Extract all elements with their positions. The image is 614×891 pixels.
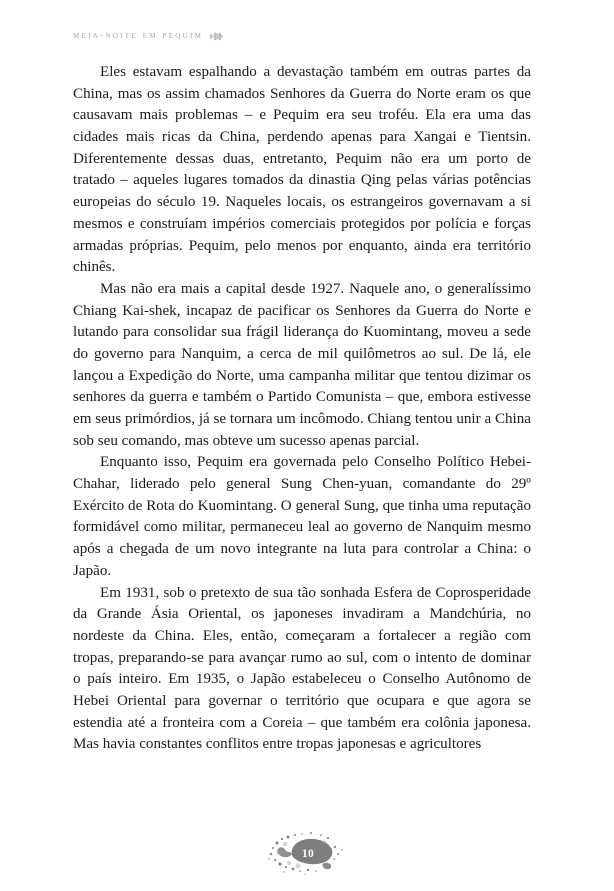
page-footer <box>0 828 614 880</box>
body-paragraph: Em 1931, sob o pretexto de sua tão sonhada Esfera de Coprosperidade da Grande Ásia Oriental, os japoneses invadiram a Mandchúria, no nordeste da China. Eles, então, começaram a fortalecer a região com tropas, preparando-se para avançar rumo ao sul, com o intento de dominar o país inteiro. Em 1935, o Japão estabeleceu o Conselho Autônomo de Hebei Oriental para governar o território que ocupara e que agora se estendia até a fronteira com a Coreia – que também era colônia japonesa. Mas havia constantes conflitos entre tropas japonesas e agricultores <box>73 584 531 753</box>
body-paragraph: Mas não era mais a capital desde 1927. Naquele ano, o generalíssimo Chiang Kai-shek, incapaz de pacificar os Senhores da Guerra do Norte e lutando para consolidar sua frágil liderança do Kuomintang, moveu a sede do governo para Nanquim, a cerca de mil quilômetros ao sul. De lá, ele lançou a Expedição do Norte, uma campanha militar que tentou dizimar os senhores da guerra e também o Partido Comunista – que, embora estivesse em seus primórdios, já se tornara um incômodo. Chiang tentou unir a China sob seu comando, mas obteve um sucesso apenas parcial. <box>73 280 531 449</box>
floral-ornament-icon <box>210 32 223 41</box>
running-header <box>73 28 530 44</box>
page-number: 10 <box>301 847 315 860</box>
running-header-title: meia-noite em pequim <box>73 31 204 41</box>
ink-splatter-icon <box>264 830 350 878</box>
body-text-column <box>73 62 531 756</box>
body-paragraph: Eles estavam espalhando a devastação também em outras partes da China, mas os assim chamados Senhores da Guerra do Norte eram os que causavam mais problemas – e Pequim era seu troféu. Ela era uma das cidades mais ricas da China, perdendo apenas para Xangai e Tientsin. Diferentemente dessas duas, entretanto, Pequim não era um porto de tratado – aqueles lugares tomados da dinastia Qing pelas várias potências europeias do século 19. Naqueles locais, os estrangeiros governavam a si mesmos e construíam impérios comerciais protegidos por polícia e forças armadas próprias. Pequim, pelo menos por enquanto, ainda era território chinês. <box>73 64 531 276</box>
body-paragraph: Enquanto isso, Pequim era governada pelo Conselho Político Hebei-Chahar, liderado pelo general Sung Chen-yuan, comandante do 29º Exército de Rota do Kuomintang. O general Sung, que tinha uma reputação formidável como militar, permaneceu leal ao governo de Nanquim mesmo após a chegada de um novo integrante na luta para controlar a China: o Japão. <box>73 454 531 579</box>
